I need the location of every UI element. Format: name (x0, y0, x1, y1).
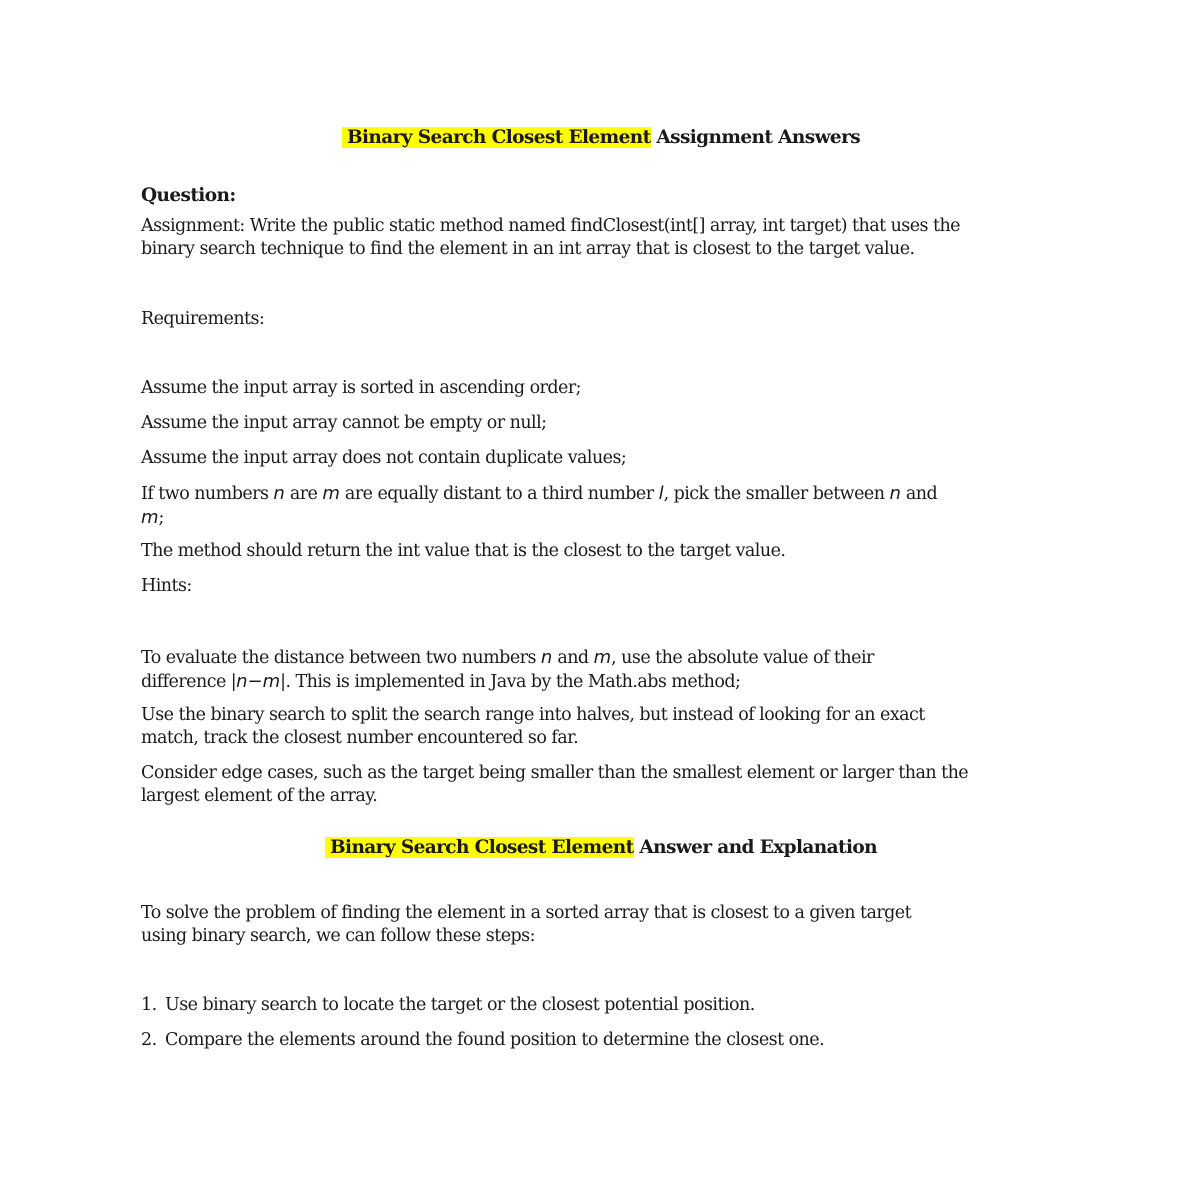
req4-text-a: If two numbers (141, 484, 274, 504)
intro-text (141, 902, 1066, 948)
requirement-3: Assume the input array does not contain duplicate values; (141, 448, 627, 468)
hint-1-line-1 (141, 646, 1066, 670)
requirement-4-line-1 (141, 482, 1066, 506)
req4-text-d: , pick the smaller between (663, 484, 890, 504)
hint1-text-c: , use the absolute value of their (611, 648, 874, 668)
hint-3-line-1: Consider edge cases, such as the target being smaller than the smallest element or larger than the (141, 763, 969, 783)
assignment-line-2: binary search technique to find the element in an int array that is closest to the target value. (141, 239, 915, 259)
hint-1-line-2 (141, 670, 1066, 694)
step-1 (141, 994, 1066, 1017)
math-m: m (322, 483, 340, 504)
hint1-text-e: |. This is implemented in Java by the Math.abs method; (280, 672, 741, 692)
requirement-5: The method should return the int value that is the closest to the target value. (141, 541, 786, 561)
req4-text-e: and (900, 484, 938, 504)
step-2 (141, 1029, 1066, 1052)
document-title (141, 126, 1061, 150)
hint1-text-a: To evaluate the distance between two numbers (141, 648, 541, 668)
hint-3 (141, 762, 1066, 808)
hints-label: Hints: (141, 576, 192, 596)
title-highlight: Binary Search Closest Element (342, 127, 651, 148)
intro-line-2: using binary search, we can follow these steps: (141, 926, 535, 946)
req4-text-f: ; (158, 508, 164, 528)
answer-title (141, 836, 1061, 860)
title-rest: Assignment Answers (650, 127, 861, 148)
step-number: 1. (141, 995, 157, 1015)
requirement-4-line-2 (141, 506, 1066, 530)
hint1-text-b: and (552, 648, 594, 668)
step-text: Compare the elements around the found position to determine the closest one. (165, 1030, 825, 1050)
math-m: m (593, 647, 612, 668)
math-m: m (141, 507, 159, 528)
hint-2-line-1: Use the binary search to split the search range into halves, but instead of looking for an exact (141, 705, 925, 725)
assignment-text (141, 215, 1066, 261)
question-label: Question: (141, 185, 236, 206)
hint-3-line-2: largest element of the array. (141, 786, 378, 806)
answer-title-highlight: Binary Search Closest Element (325, 837, 634, 858)
math-n: n (889, 483, 901, 504)
math-expression: n−m (236, 671, 281, 692)
hint-2 (141, 704, 1066, 750)
step-number: 2. (141, 1030, 157, 1050)
requirement-2: Assume the input array cannot be empty or null; (141, 413, 547, 433)
math-n: n (273, 483, 285, 504)
req4-text-b: are (284, 484, 323, 504)
hint-1 (141, 646, 1066, 694)
math-l: l (658, 483, 664, 504)
requirement-1: Assume the input array is sorted in ascending order; (141, 378, 581, 398)
math-n: n (540, 647, 553, 668)
document-page (141, 0, 1061, 1200)
assignment-line-1: Assignment: Write the public static method named findClosest(int[] array, int target) that uses the (141, 216, 960, 236)
answer-title-rest: Answer and Explanation (633, 837, 878, 858)
hint-2-line-2: match, track the closest number encountered so far. (141, 728, 579, 748)
requirement-4 (141, 482, 1066, 530)
requirements-label: Requirements: (141, 309, 265, 329)
intro-line-1: To solve the problem of finding the element in a sorted array that is closest to a given target (141, 903, 912, 923)
step-text: Use binary search to locate the target or the closest potential position. (165, 995, 755, 1015)
req4-text-c: are equally distant to a third number (339, 484, 659, 504)
hint1-text-d: difference | (141, 672, 237, 692)
